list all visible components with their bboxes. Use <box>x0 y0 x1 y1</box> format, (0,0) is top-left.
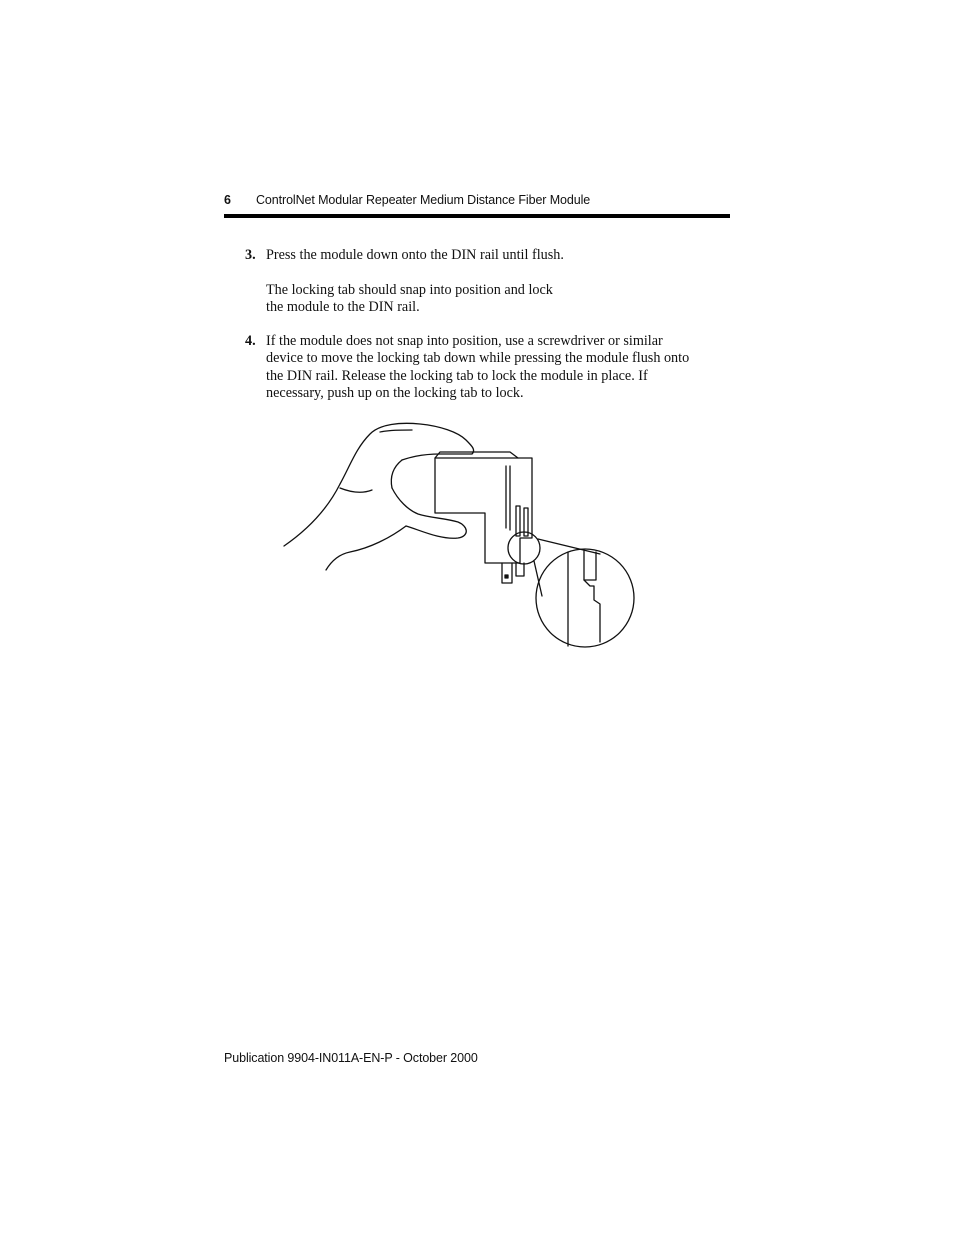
step-4-line-1: If the module does not snap into position, use a screwdriver or similar <box>266 333 663 349</box>
step-4-number: 4. <box>245 333 256 349</box>
step-4-line-3: the DIN rail. Release the locking tab to lock the module in place. If <box>266 367 648 384</box>
publication-footer: Publication 9904-IN011A-EN-P - October 2000 <box>224 1051 478 1065</box>
hand-pressing-module-icon <box>280 418 640 650</box>
document-title: ControlNet Modular Repeater Medium Distance Fiber Module <box>256 193 591 207</box>
header-rule <box>224 214 730 218</box>
step-4-line-2: device to move the locking tab down while pressing the module flush onto <box>266 350 690 367</box>
step-3-note <box>266 282 736 317</box>
din-rail-mounting-figure <box>280 418 640 650</box>
page-number: 6 <box>224 193 231 207</box>
step-3-instruction: Press the module down onto the DIN rail until flush. <box>266 247 564 263</box>
step-3-note-line-2: the module to the DIN rail. <box>266 299 420 316</box>
step-3-number: 3. <box>245 247 256 263</box>
page-header <box>224 191 730 211</box>
step-4-line-4: necessary, push up on the locking tab to lock. <box>266 385 524 402</box>
step-3-text <box>266 247 736 264</box>
step-3-note-line-1: The locking tab should snap into position and lock <box>266 282 553 298</box>
step-4-text <box>266 333 736 403</box>
